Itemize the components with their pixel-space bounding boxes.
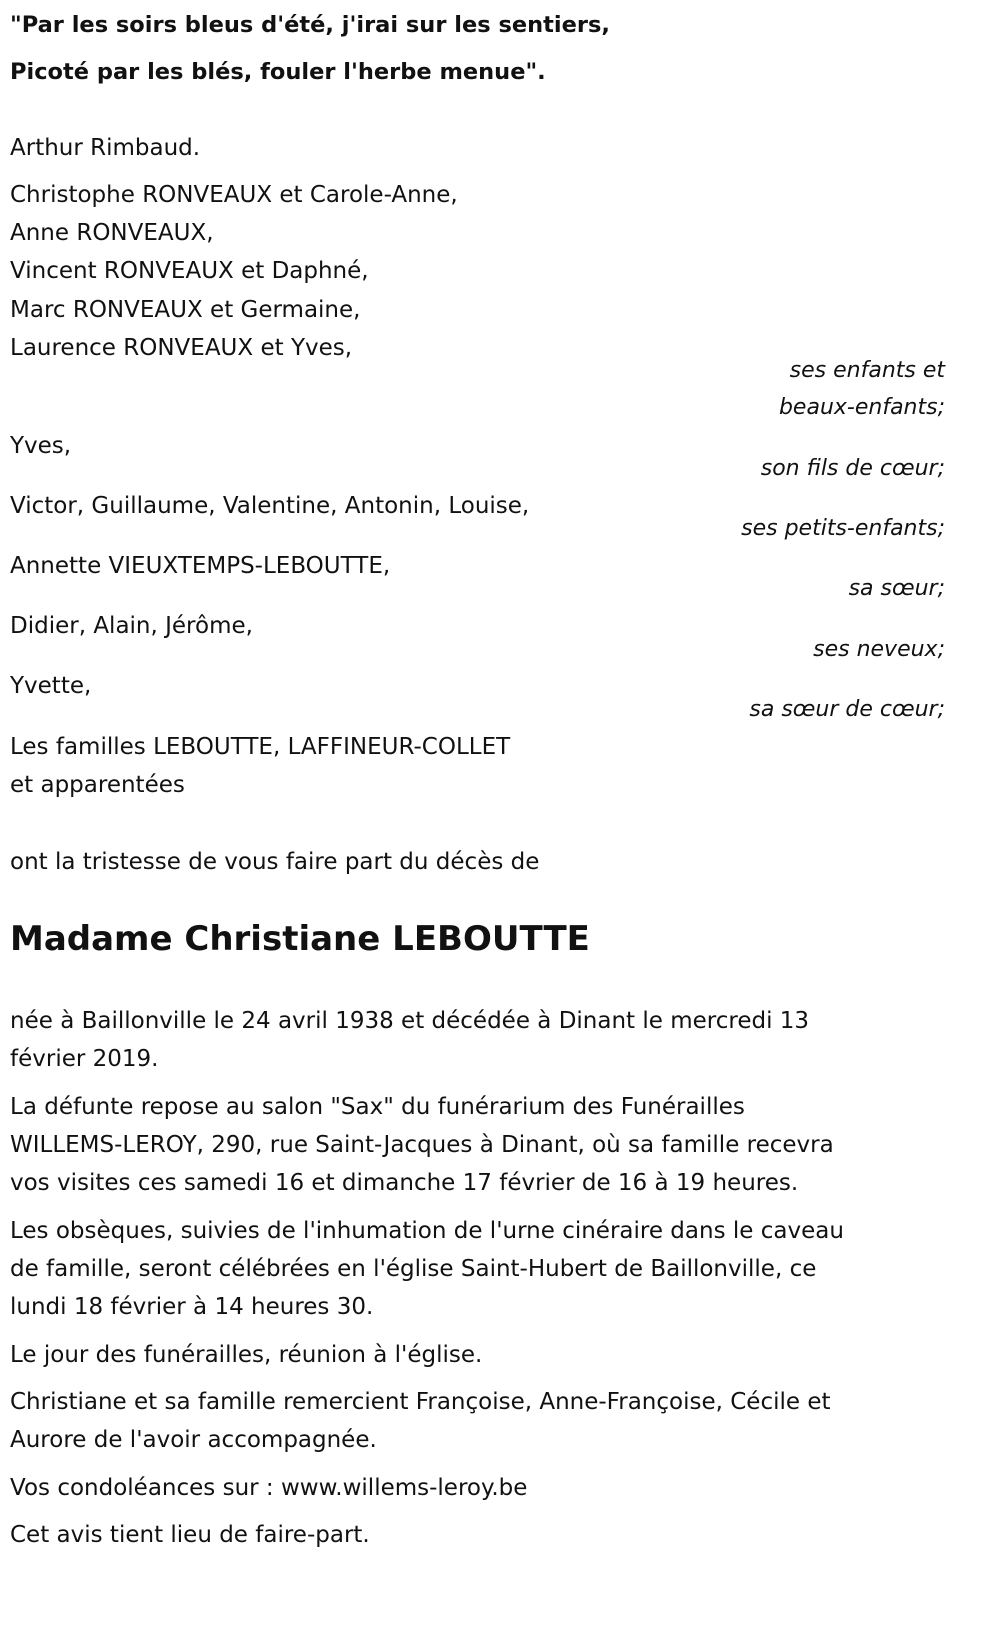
deceased-name: Madame Christiane LEBOUTTE <box>10 919 590 959</box>
quote-author: Arthur Rimbaud. <box>10 135 201 161</box>
relation-label: ses neveux; <box>813 637 945 662</box>
quote-line: "Par les soirs bleus d'été, j'irai sur les sentiers, <box>10 12 610 38</box>
announcement: ont la tristesse de vous faire part du décès de <box>10 849 540 875</box>
meeting-line: Le jour des funérailles, réunion à l'église. <box>10 1342 483 1368</box>
family-names: Yves, <box>10 433 72 459</box>
child-name: Marc RONVEAUX et Germaine, <box>10 297 361 323</box>
child-name: Laurence RONVEAUX et Yves, <box>10 335 353 361</box>
relation-label: ses petits-enfants; <box>741 516 945 541</box>
relation-label: son fils de cœur; <box>760 456 945 481</box>
visitation-line: WILLEMS-LEROY, 290, rue Saint-Jacques à Dinant, où sa famille recevra <box>10 1132 834 1158</box>
thanks-line: Christiane et sa famille remercient Françoise, Anne-Françoise, Cécile et <box>10 1389 831 1415</box>
quote-line: Picoté par les blés, fouler l'herbe menue". <box>10 59 546 85</box>
visitation-line: vos visites ces samedi 16 et dimanche 17 février de 16 à 19 heures. <box>10 1170 799 1196</box>
relation-label: sa sœur; <box>848 576 945 601</box>
child-name: Christophe RONVEAUX et Carole-Anne, <box>10 182 458 208</box>
birth-death-line: février 2019. <box>10 1046 159 1072</box>
relation-label: ses enfants et <box>789 358 945 383</box>
funeral-line: lundi 18 février à 14 heures 30. <box>10 1294 374 1320</box>
visitation-line: La défunte repose au salon "Sax" du funérarium des Funérailles <box>10 1094 745 1120</box>
closing-line: Cet avis tient lieu de faire-part. <box>10 1522 370 1548</box>
birth-death-line: née à Baillonville le 24 avril 1938 et décédée à Dinant le mercredi 13 <box>10 1008 810 1034</box>
funeral-line: Les obsèques, suivies de l'inhumation de l'urne cinéraire dans le caveau <box>10 1218 844 1244</box>
family-names: Yvette, <box>10 673 92 699</box>
relation-label: beaux-enfants; <box>778 395 945 420</box>
family-names: Annette VIEUXTEMPS-LEBOUTTE, <box>10 553 391 579</box>
families-line: et apparentées <box>10 772 185 798</box>
family-names: Didier, Alain, Jérôme, <box>10 613 253 639</box>
relation-label: sa sœur de cœur; <box>749 697 945 722</box>
thanks-line: Aurore de l'avoir accompagnée. <box>10 1427 377 1453</box>
families-line: Les familles LEBOUTTE, LAFFINEUR-COLLET <box>10 734 511 760</box>
condolences-line: Vos condoléances sur : www.willems-leroy.be <box>10 1475 528 1501</box>
child-name: Vincent RONVEAUX et Daphné, <box>10 258 369 284</box>
funeral-line: de famille, seront célébrées en l'église Saint-Hubert de Baillonville, ce <box>10 1256 817 1282</box>
child-name: Anne RONVEAUX, <box>10 220 214 246</box>
family-names: Victor, Guillaume, Valentine, Antonin, Louise, <box>10 493 530 519</box>
